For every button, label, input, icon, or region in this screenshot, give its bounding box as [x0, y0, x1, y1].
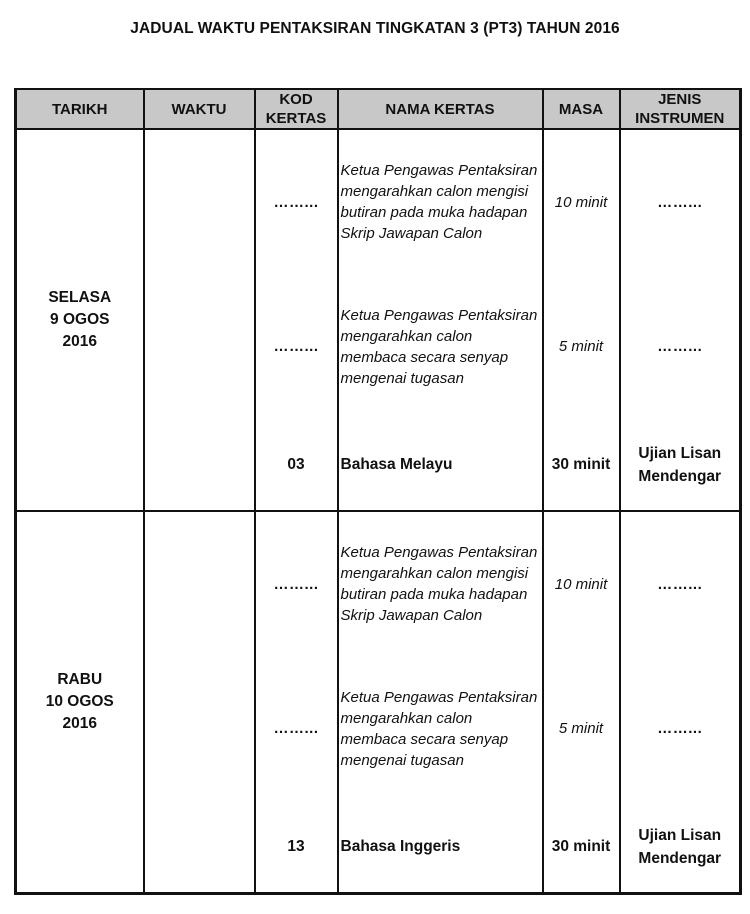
- masa-value: 30 minit: [551, 455, 611, 473]
- masa-cell: [543, 129, 620, 511]
- kod-cell: [255, 129, 338, 511]
- header-kod-kertas: [255, 89, 338, 129]
- header-jenis-line2: INSTRUMEN: [635, 110, 725, 127]
- jenis-cell: [620, 511, 741, 894]
- waktu-cell: [144, 511, 255, 894]
- kod-cell: [255, 511, 338, 894]
- masa-cell: [543, 511, 620, 894]
- page-title: JADUAL WAKTU PENTAKSIRAN TINGKATAN 3 (PT3) TAHUN 2016: [130, 20, 620, 37]
- jenis-line1: Ujian Lisan: [638, 444, 722, 462]
- header-nama-kertas: NAMA KERTAS: [338, 89, 543, 129]
- day-name: RABU: [57, 671, 103, 688]
- jenis-cell: [620, 129, 741, 511]
- day-name: SELASA: [48, 289, 112, 306]
- header-kod-line2: KERTAS: [265, 110, 327, 127]
- date-cell: [16, 511, 144, 894]
- jenis-value: ……...: [657, 193, 703, 211]
- masa-value: 5 minit: [558, 338, 604, 355]
- jenis-value: ……...: [657, 338, 703, 355]
- day-year: 2016: [62, 333, 97, 350]
- nama-instruction: Ketua Pengawas Pentaksiran mengarahkan calon membaca secara senyap mengenai tugasan: [340, 306, 538, 387]
- masa-value: 5 minit: [558, 720, 604, 737]
- nama-subject: Bahasa Inggeris: [340, 837, 461, 855]
- header-tarikh: TARIKH: [16, 89, 144, 129]
- kod-value: 03: [287, 455, 305, 473]
- day-row-rabu: [16, 511, 741, 894]
- header-waktu: WAKTU: [144, 89, 255, 129]
- day-year: 2016: [62, 715, 97, 732]
- jenis-value: ……...: [657, 720, 703, 737]
- header-masa: MASA: [543, 89, 620, 129]
- nama-instruction: Ketua Pengawas Pentaksiran mengarahkan calon mengisi butiran pada muka hadapan Skrip Jawapan Calon: [340, 544, 538, 624]
- header-jenis-instrumen: [620, 89, 741, 129]
- kod-value: 13: [287, 837, 305, 855]
- nama-instruction: Ketua Pengawas Pentaksiran mengarahkan calon membaca secara senyap mengenai tugasan: [340, 688, 538, 769]
- kod-value: ……...: [273, 575, 319, 593]
- nama-instruction: Ketua Pengawas Pentaksiran mengarahkan calon mengisi butiran pada muka hadapan Skrip Jawapan Calon: [340, 162, 538, 242]
- day-date: 10 OGOS: [45, 693, 114, 710]
- nama-kertas-cell: [338, 511, 543, 894]
- kod-value: ……...: [273, 720, 319, 737]
- header-row: [16, 89, 741, 129]
- jenis-value: ……...: [657, 575, 703, 593]
- kod-value: ……...: [273, 338, 319, 355]
- date-cell: [16, 129, 144, 511]
- nama-subject: Bahasa Melayu: [340, 455, 453, 473]
- jenis-line1: Ujian Lisan: [638, 826, 722, 844]
- masa-value: 10 minit: [554, 193, 608, 211]
- jenis-line2: Mendengar: [638, 849, 722, 867]
- masa-value: 10 minit: [554, 575, 608, 593]
- day-row-selasa: [16, 129, 741, 511]
- header-kod-line1: KOD: [279, 91, 313, 108]
- kod-value: ……...: [273, 193, 319, 211]
- nama-kertas-cell: [338, 129, 543, 511]
- schedule-table: [14, 88, 742, 895]
- day-date: 9 OGOS: [50, 311, 110, 328]
- masa-value: 30 minit: [551, 837, 611, 855]
- waktu-cell: [144, 129, 255, 511]
- header-jenis-line1: JENIS: [658, 91, 702, 108]
- jenis-line2: Mendengar: [638, 467, 722, 485]
